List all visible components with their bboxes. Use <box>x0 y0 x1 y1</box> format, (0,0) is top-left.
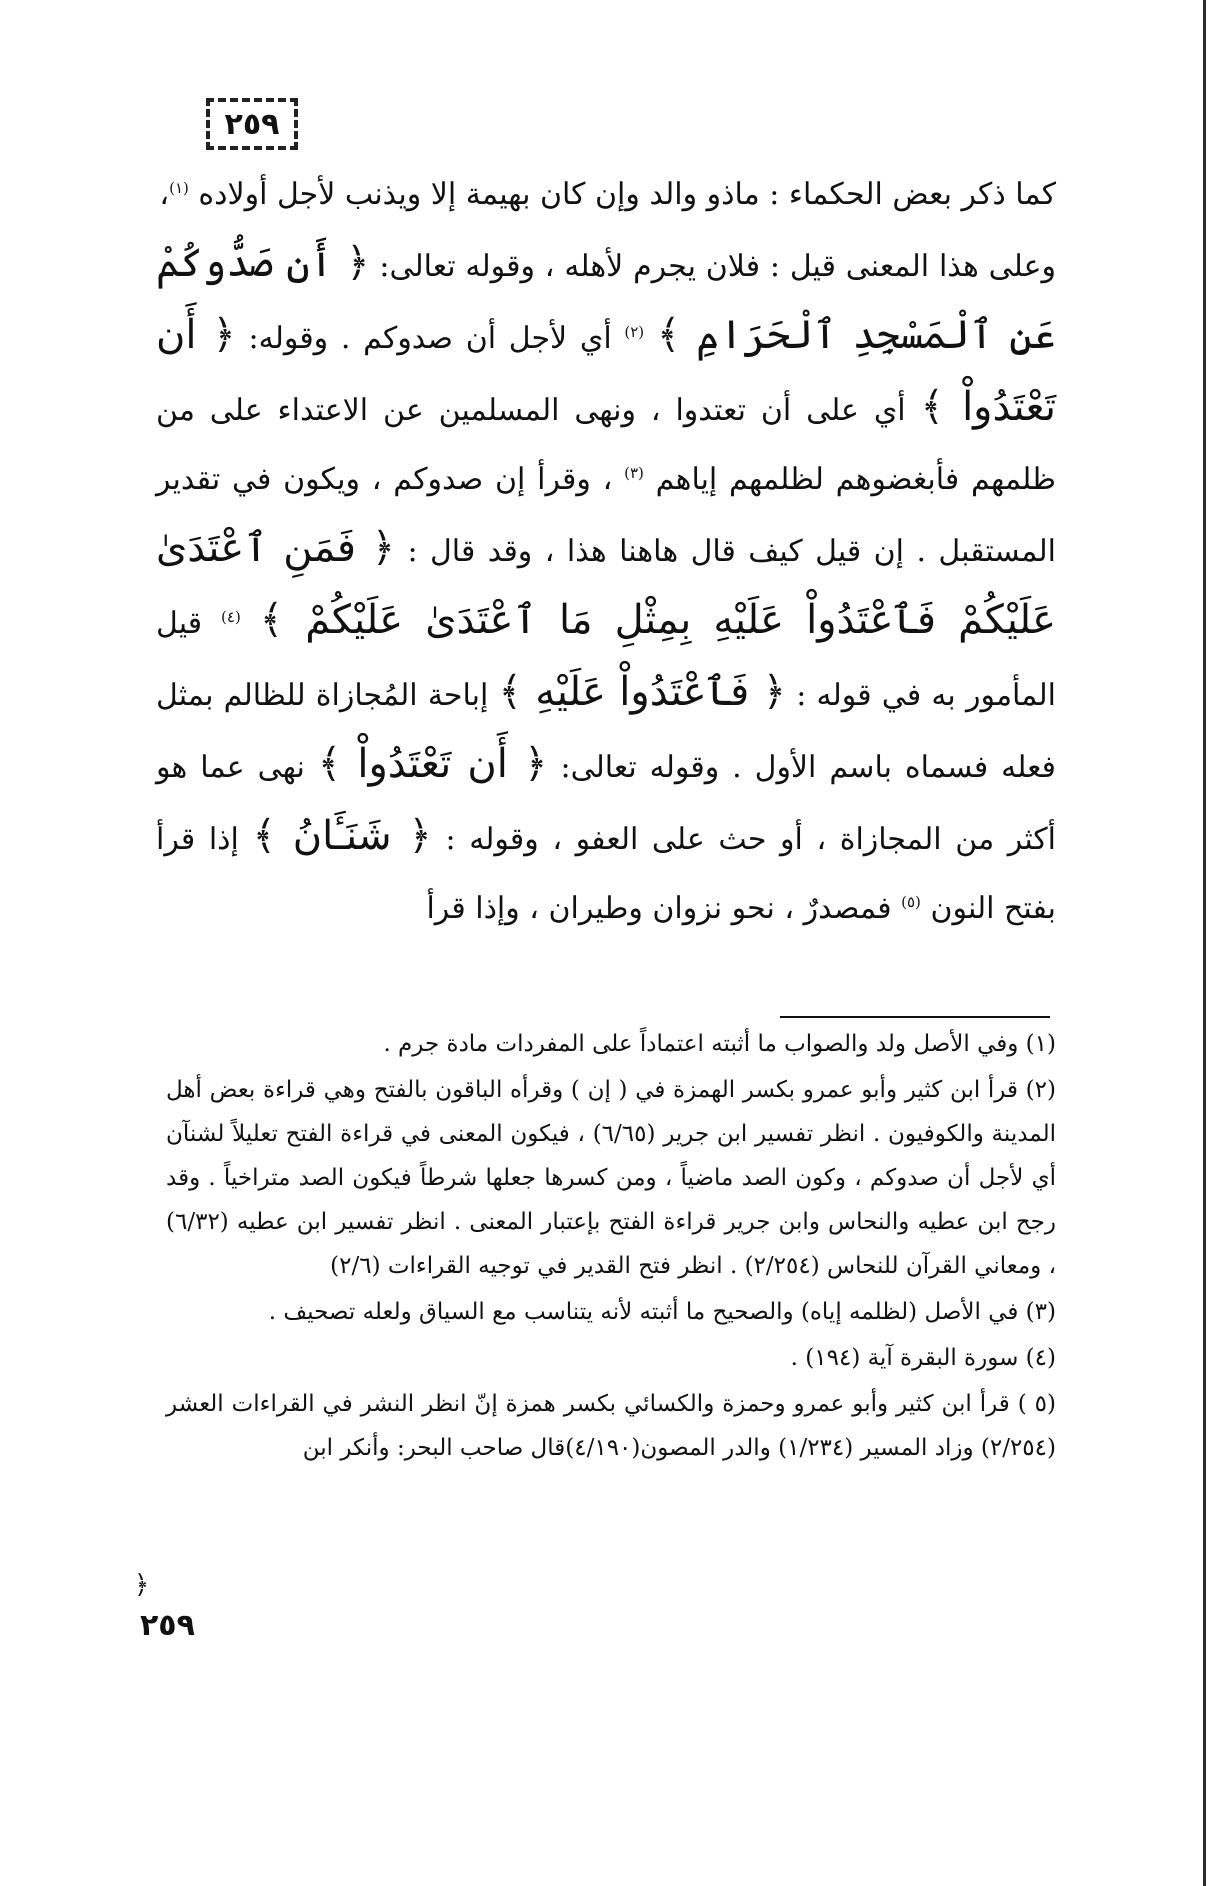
page-number-top: ٢٥٩ <box>224 106 280 142</box>
quran-verse: ﴿ أَن تَعْتَدُواْ ﴾ <box>156 312 1056 430</box>
catchword-mark-icon: ﴿ <box>134 1570 150 1600</box>
main-text <box>156 160 1056 943</box>
page-number-box <box>206 98 298 150</box>
body-paragraph-2: وعلى هذا المعنى قيل : فلان يجرم لأهله ، وقوله تعالى: ﴿ أَن صَدُّوكُمْ عَنِ ٱلْمَسْجِدِ ٱلْحَرَامِ ﴾ $^{(٢)}$ أي لأجل أن صدوكم . وقوله: ﴿ أَن تَعْتَدُواْ ﴾ أي على أن تعتدوا ، ونهى المسلمين عن الاعتداء على من ظلمهم فأبغضوهم لظلمهم إياهم $^{(٣)}$ ، وقرأ إن صدوكم ، ويكون في تقدير المستقبل . إن قيل كيف قال هاهنا هذا ، وقد قال : ﴿ فَمَنِ ٱعْتَدَىٰ عَلَيْكُمْ فَٱعْتَدُواْ عَلَيْهِ بِمِثْلِ مَا ٱعْتَدَىٰ عَلَيْكُمْ ﴾ $^{(٤)}$ قيل المأمور به في قوله : ﴿ فَٱعْتَدُواْ عَلَيْهِ ﴾ إباحة المُجازاة للظالم بمثل فعله فسماه باسم الأول . وقوله تعالى: ﴿ أَن تَعْتَدُواْ ﴾ نهى عما هو أكثر من المجازاة ، أو حث على العفو ، وقوله : ﴿ شَنَـَٔانُ ﴾ إذا قرأ بفتح النون $^{(٥)}$ فمصدرٌ ، نحو نزوان وطيران ، وإذا قرأ <box>156 240 1057 926</box>
quran-verse: ﴿ فَٱعْتَدُواْ عَلَيْهِ ﴾ <box>498 669 787 715</box>
footnote-3: (٣) في الأصل (لظلمه إياه) والصحيح ما أثبته لأنه يتناسب مع السياق ولعله تصحيف . <box>268 1299 1056 1325</box>
quran-verse: ﴿ فَمَنِ ٱعْتَدَىٰ عَلَيْكُمْ فَٱعْتَدُواْ عَلَيْهِ بِمِثْلِ مَا ٱعْتَدَىٰ عَلَيْكُمْ ﴾ <box>156 525 1056 643</box>
footnote-ref-3[interactable]: (٣) <box>624 464 644 482</box>
footnote-4: (٤) سورة البقرة آية (١٩٤) . <box>790 1345 1056 1371</box>
footnote-ref-5[interactable]: (٥) <box>901 893 921 911</box>
body-paragraph-1: كما ذكر بعض الحكماء : ماذو والد وإن كان بهيمة إلا ويذنب لأجل أولاده $^{(١)}$، <box>159 177 1056 212</box>
footnote-2: (٢) قرأ ابن كثير وأبو عمرو بكسر الهمزة في ( إن ) وقرأه الباقون بالفتح وهي قراءة بعض أهل المدينة والكوفيون . انظر تفسير ابن جرير (٦/٦٥) ، فيكون المعنى في قراءة الفتح تعليلاً لشنآن أي لأجل أن صدوكم ، وكون الصد ماضياً ، ومن كسرها جعلها شرطاً فيكون الصد متراخياً . وقد رجح ابن عطيه والنحاس وابن جرير قراءة الفتح بإعتبار المعنى . انظر تفسير ابن عطيه (٦/٣٢) ، ومعاني القرآن للنحاس (٢/٢٥٤) . انظر فتح القدير في توجيه القراءات (٢/٦) <box>166 1077 1056 1279</box>
quran-verse: ﴿ أَن صَدُّوكُمْ عَنِ ٱلْمَسْجِدِ ٱلْحَرَامِ ﴾ <box>156 240 1057 358</box>
quran-verse: ﴿ شَنَـَٔانُ ﴾ <box>252 813 432 859</box>
footnote-ref-2[interactable]: (٢) <box>624 323 645 341</box>
footnote-separator <box>780 1016 1050 1018</box>
footnotes <box>166 1022 1056 1472</box>
page-number-bottom: ٢٥٩ <box>140 1608 195 1643</box>
footnote-1: (١) وفي الأصل ولد والصواب ما أثبته اعتماداً على المفردات مادة جرم . <box>383 1031 1056 1057</box>
footnote-ref-4[interactable]: (٤) <box>221 608 241 626</box>
quran-verse: ﴿ أَن تَعْتَدُواْ ﴾ <box>317 741 548 787</box>
footnote-5: (٥ ) قرأ ابن كثير وأبو عمرو وحمزة والكسائي بكسر همزة إنّ انظر النشر في القراءات العشر (٢/٢٥٤) وزاد المسير (١/٢٣٤) والدر المصون(٤/١٩٠)قال صاحب البحر: وأنكر ابن <box>166 1391 1056 1461</box>
scan-edge-line <box>1203 0 1206 1886</box>
footnote-ref-1[interactable]: (١) <box>169 179 189 197</box>
